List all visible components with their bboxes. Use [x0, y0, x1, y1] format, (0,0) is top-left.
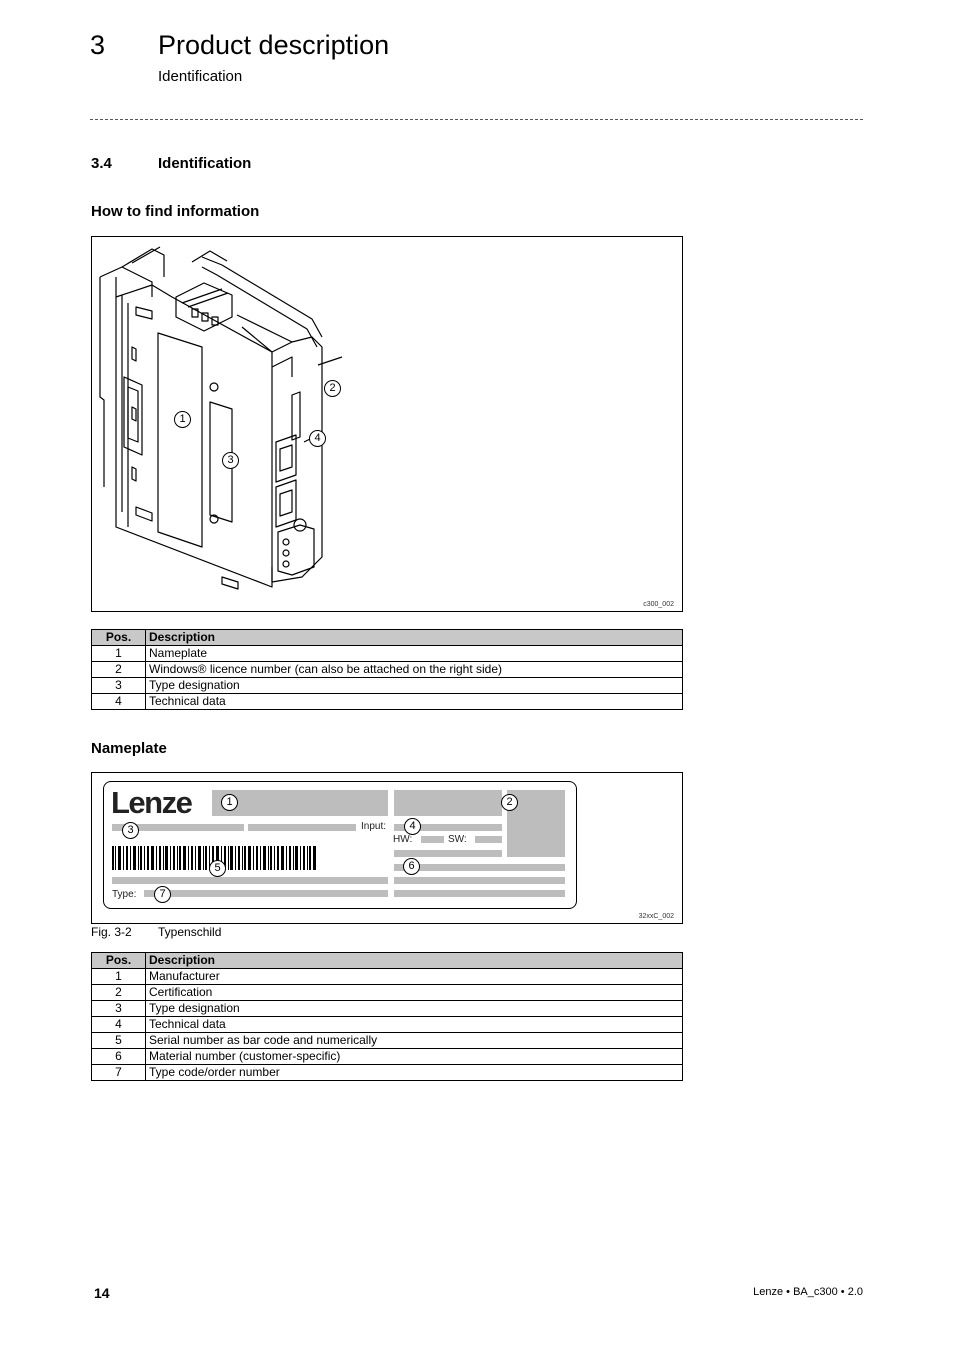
- table-cell-pos: 1: [92, 969, 146, 985]
- table-row: [92, 1049, 683, 1065]
- callout-4: 4: [309, 430, 326, 447]
- header-divider: [90, 119, 863, 120]
- table-cell-pos: 4: [92, 694, 146, 710]
- table-cell-description: Type designation: [146, 1001, 683, 1017]
- field-serial-number: [112, 877, 388, 884]
- field-cert-top: [394, 790, 502, 816]
- callout-4: 4: [404, 818, 421, 835]
- callout-2: 2: [324, 380, 341, 397]
- table-cell-description: Material number (customer-specific): [146, 1049, 683, 1065]
- document-reference: Lenze • BA_c300 • 2.0: [753, 1286, 863, 1298]
- table-cell-pos: 7: [92, 1065, 146, 1081]
- table-cell-description: Nameplate: [146, 646, 683, 662]
- table-header-description: Description: [146, 630, 683, 646]
- chapter-subtitle: Identification: [158, 68, 243, 85]
- table-cell-description: Serial number as bar code and numerically: [146, 1033, 683, 1049]
- figure-id: 32xxC_002: [638, 913, 674, 920]
- callout-3: 3: [122, 822, 139, 839]
- field-manufacturer: [212, 790, 388, 816]
- callout-6: 6: [403, 858, 420, 875]
- figure-caption-text: Typenschild: [158, 925, 222, 939]
- heading-how-to-find: How to find information: [91, 203, 260, 220]
- chapter-number: 3: [90, 30, 106, 60]
- table-header-pos: Pos.: [92, 953, 146, 969]
- table-row: [92, 694, 683, 710]
- table-cell-description: Type designation: [146, 678, 683, 694]
- field-sw: [475, 836, 502, 843]
- callout-3: 3: [222, 452, 239, 469]
- table-cell-pos: 5: [92, 1033, 146, 1049]
- table-row: [92, 1017, 683, 1033]
- field-type-code: [144, 890, 388, 897]
- callout-2: 2: [501, 794, 518, 811]
- callout-5: 5: [209, 860, 226, 877]
- heading-nameplate: Nameplate: [91, 740, 167, 757]
- table-cell-pos: 4: [92, 1017, 146, 1033]
- table-row: [92, 1033, 683, 1049]
- nameplate-figure: [91, 772, 683, 924]
- label-type: Type:: [112, 889, 137, 900]
- table-cell-description: Type code/order number: [146, 1065, 683, 1081]
- callout-7: 7: [154, 886, 171, 903]
- table-row: [92, 969, 683, 985]
- label-sw: SW:: [448, 834, 467, 845]
- table-cell-description: Certification: [146, 985, 683, 1001]
- callout-1: 1: [174, 411, 191, 428]
- table-cell-pos: 1: [92, 646, 146, 662]
- table-cell-description: Technical data: [146, 694, 683, 710]
- table-header-description: Description: [146, 953, 683, 969]
- table-cell-pos: 2: [92, 985, 146, 1001]
- lenze-logo: Lenze: [111, 785, 192, 820]
- table-row: [92, 985, 683, 1001]
- device-figure: [91, 236, 683, 612]
- chapter-title: Product description: [158, 30, 390, 60]
- callout-1: 1: [221, 794, 238, 811]
- table-cell-description: Manufacturer: [146, 969, 683, 985]
- table-cell-pos: 3: [92, 678, 146, 694]
- figure-id: c300_002: [643, 601, 674, 608]
- label-hw: HW:: [393, 834, 413, 845]
- table-header-pos: Pos.: [92, 630, 146, 646]
- field-technical-data: [394, 850, 502, 857]
- table-row: [92, 1065, 683, 1081]
- table-cell-pos: 3: [92, 1001, 146, 1017]
- table-row: [92, 678, 683, 694]
- figure-caption-number: Fig. 3-2: [91, 925, 132, 939]
- field-hw: [421, 836, 444, 843]
- table-cell-pos: 6: [92, 1049, 146, 1065]
- field-type-code-2: [394, 890, 565, 897]
- table-cell-description: Technical data: [146, 1017, 683, 1033]
- field-material-number-2: [394, 877, 565, 884]
- table-row: [92, 1001, 683, 1017]
- field-type-designation-2: [248, 824, 356, 831]
- position-table-device: [91, 629, 683, 710]
- table-row: [92, 646, 683, 662]
- section-title: Identification: [158, 155, 252, 172]
- table-cell-description: Windows® licence number (can also be attached on the right side): [146, 662, 683, 678]
- table-cell-pos: 2: [92, 662, 146, 678]
- page-number: 14: [94, 1285, 110, 1301]
- position-table-nameplate: [91, 952, 683, 1081]
- section-number: 3.4: [91, 155, 112, 172]
- table-row: [92, 662, 683, 678]
- label-input: Input:: [361, 821, 387, 832]
